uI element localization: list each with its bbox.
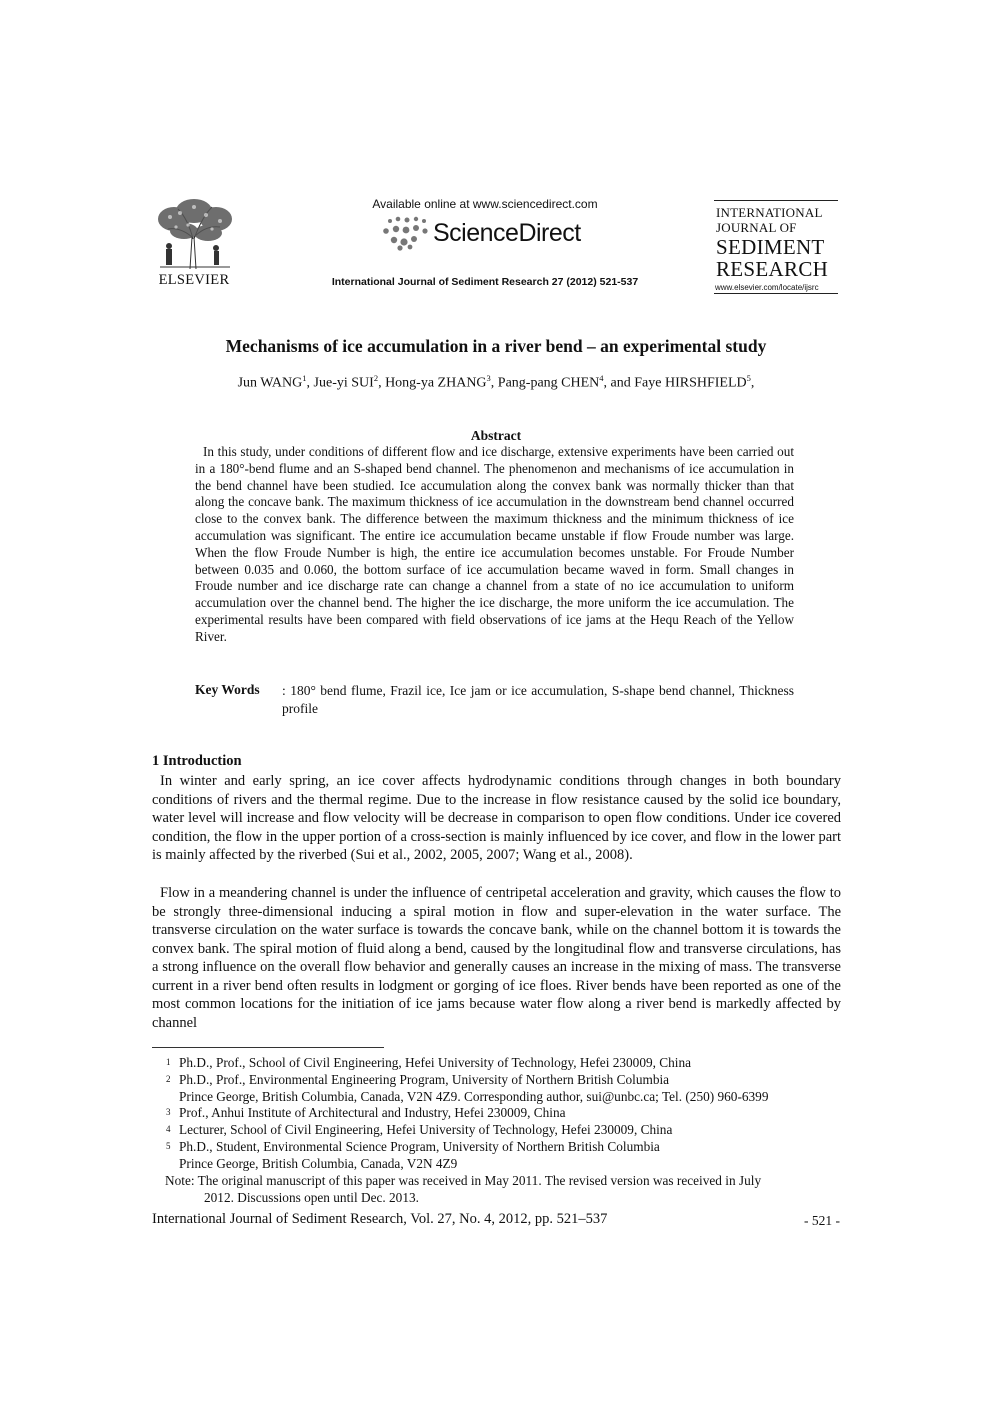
keywords-text: : 180° bend flume, Frazil ice, Ice jam or ice accumulation, S-shape bend channel, Thickness profile: [282, 683, 794, 716]
abstract-body: In this study, under conditions of different flow and ice discharge, extensive experiments have been carried out in a 180°-bend flume and an S-shaped bend channel. The phenomenon and mechanisms of ice accumulation in the bend channel have been studied. Ice accumulation along the convex bank was normally thicker than that along the concave bank. The maximum thickness of ice accumulation in the downstream bend channel occurred close to the convex bank. The difference between the maximum thickness and the minimum thickness of ice accumulation was significant. The entire ice accumulation became unstable if flow Froude number was large. When the flow Froude Number is high, the entire ice accumulation becomes unstable. For Froude Number between 0.035 and 0.060, the bottom surface of ice accumulation became waved in form. Small changes in Froude number and ice discharge rate can change a channel from a state of no ice accumulation to uniform accumulation over the channel bend. The higher the ice discharge, the more uniform the ice accumulation. The experimental results have been compared with field observations of ice jams at the Hequ Reach of the Yellow River.: [195, 444, 794, 644]
author-name: Hong-ya ZHANG: [385, 375, 487, 391]
note-line: Note: The original manuscript of this paper was received in May 2011. The revised version was received in July: [165, 1173, 762, 1188]
footnote-number: [166, 1103, 171, 1121]
author-separator: ,: [490, 375, 498, 391]
footnote-number: [166, 1120, 171, 1138]
elsevier-wordmark: ELSEVIER: [158, 272, 230, 288]
sciencedirect-wordmark: ScienceDirect: [433, 219, 581, 247]
body-paragraph: In winter and early spring, an ice cover affects hydrodynamic conditions through changes in both boundary conditions of rivers and the thermal regime. Due to the increase in flow resistance caused by the solid ice boundary, water level will increase and flow velocity will be decrease in comparison to open flow conditions. Under ice covered condition, the flow in the upper portion of a cross-section is mainly influenced by ice cover, and flow in the lower part is mainly affected by the riverbed (Sui et al., 2002, 2005, 2007; Wang et al., 2008).: [152, 773, 841, 863]
available-online-text: Available online at www.sciencedirect.com: [372, 197, 598, 211]
footnote-marker: 5: [166, 1141, 171, 1151]
author-affil-sup: 5: [746, 373, 751, 383]
author-affil-sup: 4: [599, 373, 604, 383]
section-heading: 1 Introduction: [152, 753, 242, 769]
article-title: Mechanisms of ice accumulation in a river bend – an experimental study: [225, 336, 767, 356]
page-footer-citation: International Journal of Sediment Research, Vol. 27, No. 4, 2012, pp. 521–537: [152, 1211, 608, 1227]
author-separator: ,: [306, 375, 314, 391]
journal-citation: International Journal of Sediment Research 27 (2012) 521-537: [331, 276, 639, 288]
author-name: Jue-yi SUI: [313, 375, 374, 391]
footnote-divider: [152, 1047, 384, 1048]
author-affil-sup: 2: [373, 373, 379, 383]
author-affil-sup: 3: [486, 373, 491, 383]
author-separator: , and: [603, 375, 635, 391]
footnote-text: Ph.D., Prof., Environmental Engineering Program, University of Northern British Columbia: [179, 1072, 670, 1087]
author-list: [0, 373, 992, 392]
author-name: Pang-pang CHEN: [497, 375, 600, 391]
footnote-marker: 1: [166, 1057, 171, 1067]
footnote-text: Ph.D., Prof., School of Civil Engineering, Hefei University of Technology, Hefei 230009, China: [179, 1055, 692, 1070]
author-affil-sup: 1: [302, 373, 307, 383]
author-separator: ,: [750, 375, 755, 391]
author-name: Jun WANG: [237, 375, 303, 391]
ijsr-url: www.elsevier.com/locate/ijsrc: [715, 283, 819, 292]
footnote-number: [166, 1070, 171, 1088]
author-name: Faye HIRSHFIELD: [634, 375, 747, 391]
author-separator: ,: [378, 375, 386, 391]
ijsr-logo-line2: JOURNAL OF: [716, 220, 797, 235]
footnote-marker: 3: [166, 1107, 171, 1117]
page-number: - 521 -: [804, 1213, 840, 1228]
abstract-heading: Abstract: [470, 428, 522, 443]
body-paragraph: Flow in a meandering channel is under the influence of centripetal acceleration and gravity, which causes the flow to be strongly three-dimensional inducing a spiral motion in flow and super-elevation in the water surface. The transverse circulation on the water surface is towards the concave bank, while on the channel bottom it is towards the convex bank. The spiral motion of fluid along a bend, caused by the longitudinal flow and transverse circulations, has a strong influence on the overall flow behavior and generally causes an increase in the mixing of mass. The transverse current in a river bend often results in lodgment or gorging of ice floes. River bends have been reported as one of the most common locations for the initiation of ice jams because water flow along a river bend is markedly affected by channel: [152, 885, 841, 1031]
note-line: 2012. Discussions open until Dec. 2013.: [204, 1190, 419, 1205]
keywords-label: Key Words: [195, 682, 260, 697]
footnote-text: Ph.D., Student, Environmental Science Program, University of Northern British Columbia: [179, 1139, 660, 1154]
ijsr-logo-line3: SEDIMENT: [716, 235, 825, 259]
ijsr-logo-line4: RESEARCH: [716, 257, 829, 281]
footnote-text: Prince George, British Columbia, Canada, V2N 4Z9. Corresponding author, sui@unbc.ca; Tel. (250) 960-6399: [179, 1089, 769, 1104]
footnote-text: Lecturer, School of Civil Engineering, Hefei University of Technology, Hefei 230009, China: [179, 1122, 673, 1137]
footnote-number: [166, 1053, 171, 1071]
footnote-marker: 4: [166, 1124, 171, 1134]
footnote-text: Prof., Anhui Institute of Architectural and Industry, Hefei 230009, China: [179, 1105, 566, 1120]
footnote-number: [166, 1137, 171, 1155]
ijsr-logo-line1: INTERNATIONAL: [716, 205, 823, 220]
footnote-text: Prince George, British Columbia, Canada, V2N 4Z9: [179, 1156, 458, 1171]
footnote-marker: 2: [166, 1074, 171, 1084]
